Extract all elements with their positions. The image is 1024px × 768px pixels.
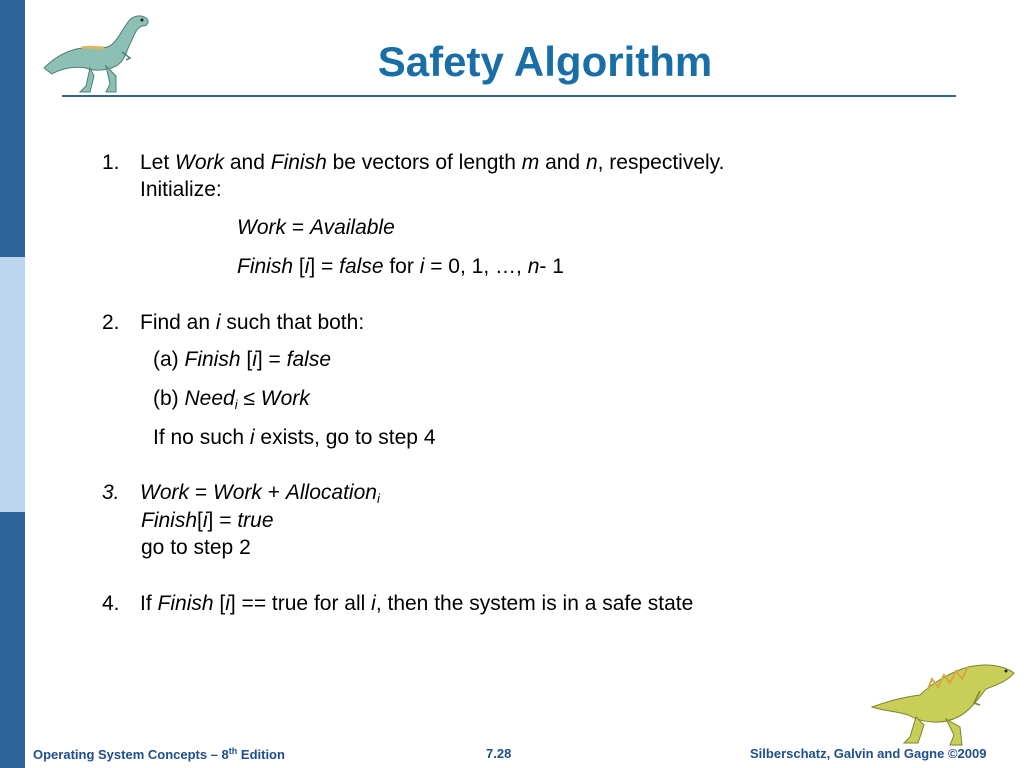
step-3-line-3: go to step 2 (141, 536, 251, 559)
step-4-number: 4. (102, 592, 120, 615)
step-1-work-init: Work = Available (237, 216, 395, 239)
step-3-line-2: Finish[i] = true (141, 509, 274, 532)
footer-authors: Silberschatz, Galvin and Gagne ©2009 (750, 746, 987, 761)
footer-page-number: 7.28 (486, 746, 512, 761)
slide-title: Safety Algorithm (377, 38, 713, 85)
step-2-number: 2. (102, 311, 120, 334)
step-2-no-such: If no such i exists, go to step 4 (153, 426, 436, 449)
footer-book-title: Operating System Concepts – 8th Edition (33, 746, 285, 762)
step-4-line-1: If Finish [i] == true for all i, then the system is in a safe state (140, 592, 694, 615)
step-1-finish-init: Finish [i] = false for i = 0, 1, …, n- 1 (237, 255, 564, 278)
step-3-line-1: Work = Work + Allocation$_i$ (140, 481, 380, 506)
step-1-line-2: Initialize: (140, 178, 222, 201)
step-3-number: 3. (102, 481, 120, 504)
step-2-condition-a: (a) Finish [i] = false (153, 348, 332, 371)
dinosaur-bottom-illustration (868, 655, 1018, 750)
step-1-number: 1. (102, 151, 120, 174)
step-1-line-1: Let Work and Finish be vectors of length m and n, respectively. (140, 151, 725, 174)
step-2-condition-b: (b) Need$_i$ ≤ Work (153, 387, 310, 412)
step-2-line-1: Find an i such that both: (140, 311, 365, 334)
